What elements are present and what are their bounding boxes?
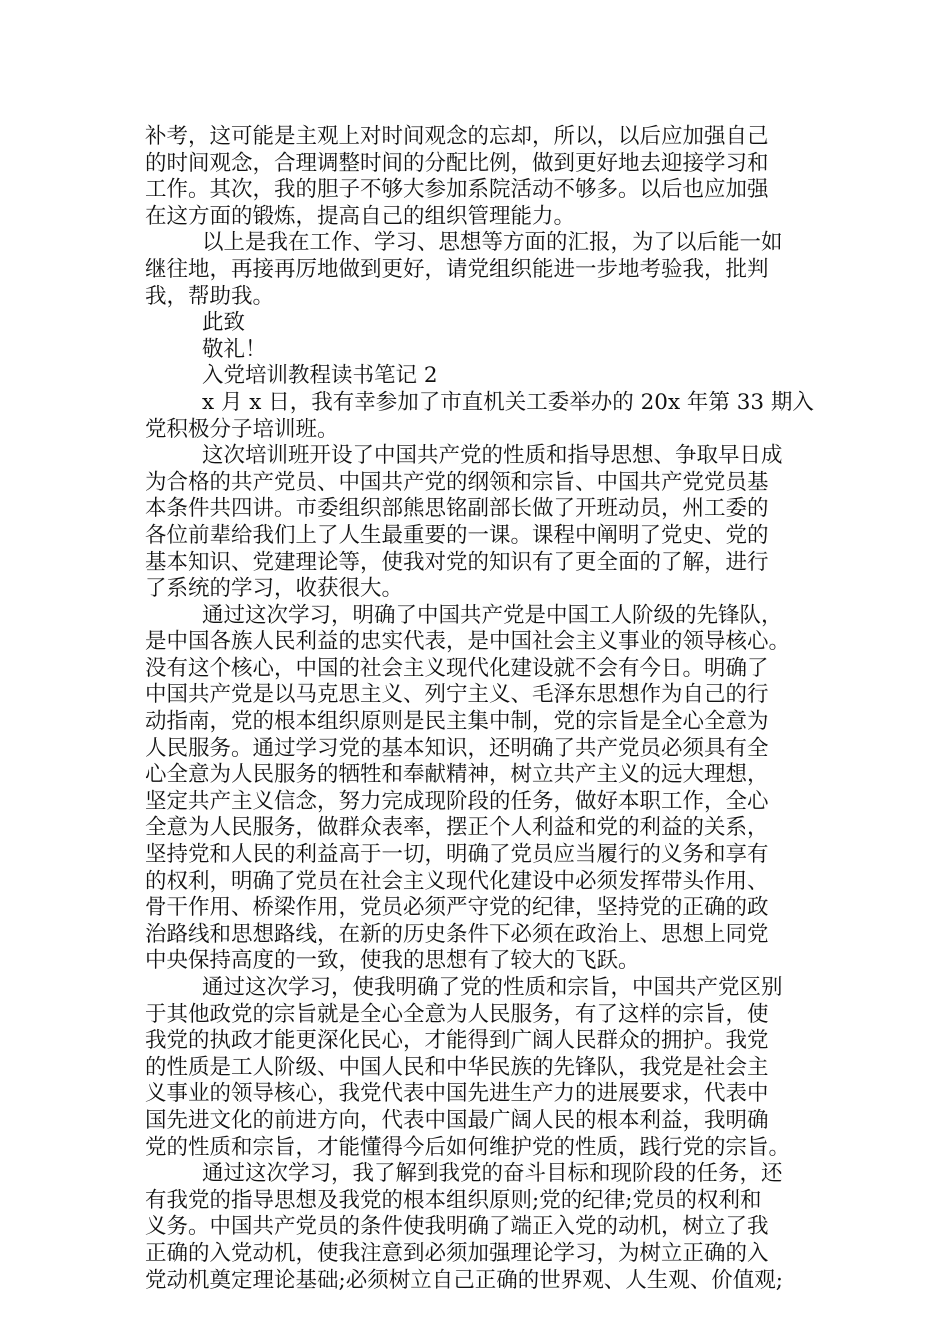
text-line: 通过这次学习，使我明确了党的性质和宗旨，中国共产党区别 [202,975,783,1000]
text-line: 我党的执政才能更深化民心，才能得到广阔人民群众的拥护。我党 [145,1028,769,1054]
text-line: 的权利，明确了党员在社会主义现代化建设中必须发挥带头作用、 [145,868,769,894]
text-line: 为合格的共产党员、中国共产党的纲领和宗旨、中国共产党党员基 [145,469,769,495]
text-line: 的性质是工人阶级、中国人民和中华民族的先锋队，我党是社会主 [145,1054,769,1080]
text-line: 义事业的领导核心，我党代表中国先进生产力的进展要求，代表中 [145,1081,769,1107]
text-line: 动指南，党的根本组织原则是民主集中制，党的宗旨是全心全意为 [145,709,769,735]
text-line: 通过这次学习，明确了中国共产党是中国工人阶级的先锋队， [202,602,783,628]
text-line: 通过这次学习，我了解到我党的奋斗目标和现阶段的任务，还 [202,1161,783,1187]
text-line: 入党培训教程读书笔记 2 [202,363,438,389]
text-line: 党动机奠定理论基础;必须树立自己正确的世界观、人生观、价值观; [145,1267,783,1293]
text-line: 坚定共产主义信念，努力完成现阶段的任务，做好本职工作，全心 [145,788,769,814]
text-line: 于其他政党的宗旨就是全心全意为人民服务，有了这样的宗旨，使 [145,1001,769,1027]
text-line: 正确的入党动机，使我注意到必须加强理论学习，为树立正确的入 [145,1240,769,1266]
text-line: 中国共产党是以马克思主义、列宁主义、毛泽东思想作为自己的行 [145,682,769,708]
text-line: x 月 x 日，我有幸参加了市直机关工委举办的 20x 年第 33 期入 [202,389,814,415]
text-line: 本条件共四讲。市委组织部熊思铭副部长做了开班动员，州工委的 [145,496,769,522]
document-page [145,124,825,1294]
text-line: 补考，这可能是主观上对时间观念的忘却，所以，以后应加强自己 [145,124,769,149]
text-line: 继往地，再接再厉地做到更好，请党组织能进一步地考验我，批判 [145,256,769,282]
text-line: 党的性质和宗旨，才能懂得今后如何维护党的性质，践行党的宗旨。 [145,1134,791,1160]
text-line: 骨干作用、桥梁作用，党员必须严守党的纪律，坚持党的正确的政 [145,895,769,921]
text-line: 了系统的学习，收获很大。 [145,576,404,602]
text-line: 基本知识、党建理论等，使我对党的知识有了更全面的了解，进行 [145,549,769,575]
text-line: 心全意为人民服务的牺牲和奉献精神，树立共产主义的远大理想， [145,762,769,788]
text-line: 我，帮助我。 [145,283,275,309]
text-line: 治路线和思想路线，在新的历史条件下必须在政治上、思想上同党 [145,921,769,947]
text-line: 这次培训班开设了中国共产党的性质和指导思想、争取早日成 [202,443,783,469]
text-line: 工作。其次，我的胆子不够大参加系院活动不够多。以后也应加强 [145,177,769,203]
text-line: 敬礼！ [202,336,267,362]
text-line: 坚持党和人民的利益高于一切，明确了党员应当履行的义务和享有 [145,842,769,868]
text-line: 以上是我在工作、学习、思想等方面的汇报，为了以后能一如 [202,230,783,256]
text-line: 人民服务。通过学习党的基本知识，还明确了共产党员必须具有全 [145,735,769,761]
text-line: 中央保持高度的一致，使我的思想有了较大的飞跃。 [145,948,640,974]
text-line: 各位前辈给我们上了人生最重要的一课。课程中阐明了党史、党的 [145,522,769,548]
text-line: 在这方面的锻炼，提高自己的组织管理能力。 [145,203,576,229]
text-line: 有我党的指导思想及我党的根本组织原则;党的纪律;党员的权利和 [145,1187,762,1213]
text-line: 党积极分子培训班。 [145,416,339,442]
text-line: 国先进文化的前进方向，代表中国最广阔人民的根本利益，我明确 [145,1107,769,1133]
text-line: 全意为人民服务，做群众表率，摆正个人利益和党的利益的关系， [145,815,769,841]
text-line: 此致 [202,310,246,336]
text-line: 义务。中国共产党员的条件使我明确了端正入党的动机，树立了我 [145,1214,769,1240]
text-line: 没有这个核心，中国的社会主义现代化建设就不会有今日。明确了 [145,655,769,681]
text-line: 的时间观念，合理调整时间的分配比例，做到更好地去迎接学习和 [145,150,769,176]
text-line: 是中国各族人民利益的忠实代表，是中国社会主义事业的领导核心。 [145,629,791,655]
